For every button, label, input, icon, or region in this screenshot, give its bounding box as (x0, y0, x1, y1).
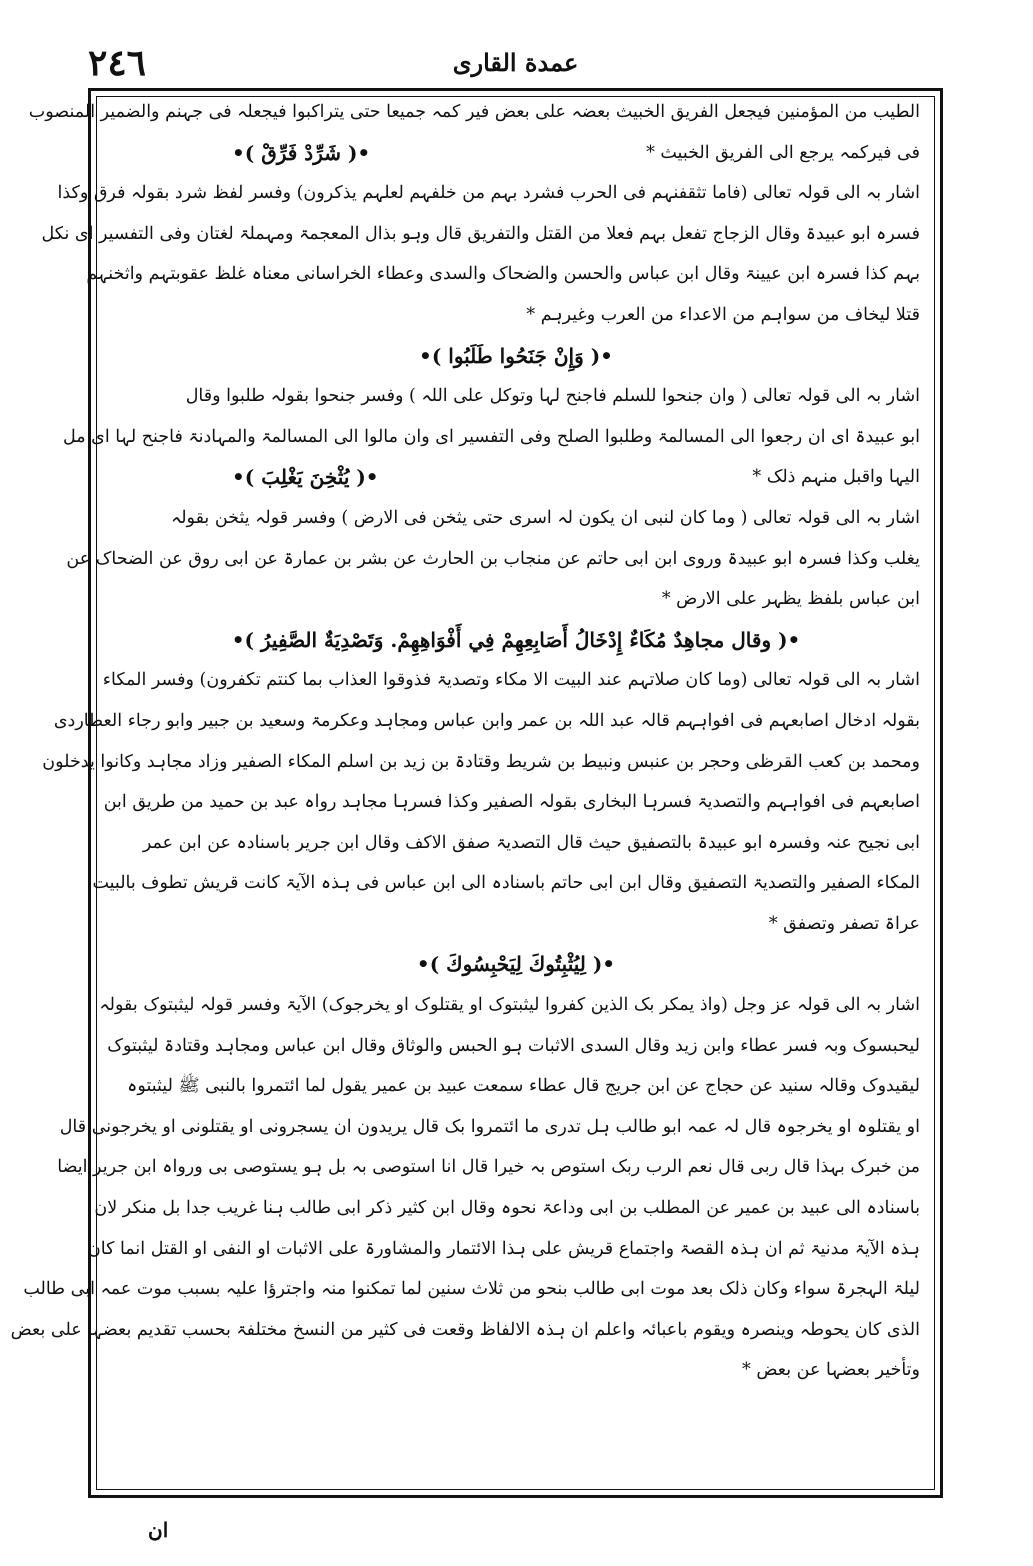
text-line: بقولہ ادخال اصابعہم فی افواہہم قالہ عبد اللہ بن عمر وابن عباس ومجاہد وعکرمۃ وسعید بن جبیر وابو رجاء العطاردی (53, 710, 920, 731)
text-line: ومحمد بن کعب القرظی وحجر بن عنبس ونبیط بن شریط وقتادۃ بن زید بن اسلم المکاء الصفیر وزاد مجاہد وکانوا یدخلون (42, 751, 920, 772)
text-line: باسنادہ الی عبید بن عمیر عن المطلب بن ابی وداعۃ نحوہ وقال ابن کثیر ذکر ابی طالب ہنا غریب جدا بل منکر لان (94, 1198, 920, 1219)
running-title: عمدة القاری (452, 48, 579, 77)
text-line: اشار بہ الی قولہ تعالی (وما کان صلاتہم عند البیت الا مکاء وتصدیۃ فذوقوا العذاب بما کنتم تکفرون) وفسر المکاء (102, 670, 920, 691)
text-line: من خبرک بہذا قال ربی قال نعم الرب ربک استوص بہ خیرا قال انا استوصی بہ بل ہو یستوصی بی ورواہ ابن جریر ایضا (57, 1157, 920, 1178)
text-line-with-heading (112, 133, 920, 174)
section-heading: •( شَرِّدْ فَرِّقْ )• (232, 140, 371, 165)
page-number: ٢٤٦ (88, 42, 147, 84)
page-header (88, 42, 943, 86)
text-line: ابی نجیح عنہ وفسرہ ابو عبیدۃ بالتصفیق حیث قال التصدیۃ صفق الاکف وقال ابن جریر باسنادہ عن ابن عمر (142, 832, 920, 853)
text-line-with-heading (112, 457, 920, 498)
text-line: ابن عباس بلفظ یظہر علی الارض * (661, 589, 920, 610)
text-line: ابو عبیدۃ ای ان رجعوا الی المسالمۃ وطلبوا الصلح وفی التفسیر ای وان مالوا الی المسالمۃ والمہادنۃ فاجنح لہا ای مل (62, 426, 920, 447)
text-line: فی فیرکمہ یرجع الی الفریق الخبیث * (646, 142, 920, 163)
text-line: یغلب وکذا فسرہ ابو عبیدۃ وروی ابن ابی حاتم عن منجاب بن الحارث عن بشر بن عمارۃ عن ابی روق عن الضحاک عن (66, 548, 920, 569)
text-line: لیحبسوک وبہ فسر عطاء وابن زید وقال السدی الاثبات ہو الحبس والوثاق وقال ابن عباس ومجاہد وقتادۃ لیثبتوک (107, 1035, 920, 1056)
section-heading: •( يُثْخِنَ يَغْلِبَ )• (232, 465, 379, 490)
text-line: لیلۃ الہجرۃ سواء وکان ذلک بعد موت ابی طالب بنحو من ثلاث سنین لما تمکنوا منہ واجترؤا علیہ بسبب موت عمہ ابی طالب (23, 1279, 920, 1300)
section-heading: •( وقال مجاهِدٌ مُكَاءٌ إِدْخَالُ أَصَابِعِهِمْ فِي أَفْوَاهِهِمْ. وَتَصْدِيَةٌ الصَّفِيرُ )• (231, 627, 801, 652)
text-line: الطیب من المؤمنین فیجعل الفریق الخبیث بعضہ علی بعض فیر کمہ جمیعا حتی یتراکبوا فیجعلہ فی جہنم والضمیر المنصوب (28, 102, 920, 122)
text-line: لیقیدوک وقالہ سنید عن حجاج عن ابن جریج قال عطاء سمعت عبید بن عمیر یقول لما ائتمروا بالنبی ﷺ لیثبتوہ (127, 1076, 920, 1097)
text-line: او یقتلوہ او یخرجوہ قال لہ عمہ ابو طالب ہل تدری ما ائتمروا بک قال یریدون ان یسجرونی او یقتلونی او یخرجونی قال (59, 1116, 920, 1137)
text-line: الذی کان یحوطہ وینصرہ ویقوم باعبائہ واعلم ان ہذہ الالفاظ وقعت فی کثیر من النسخ مختلفۃ بحسب تقدیم بعضہا علی بعض (10, 1319, 920, 1340)
text-line: عراۃ تصفر وتصفق * (768, 913, 920, 934)
text-line: اشار بہ الی قولہ تعالی (فاما تثقفنہم فی الحرب فشرد بہم من خلفہم لعلہم یذکرون) وفسر لفظ شرد بقولہ فرق وکذا (57, 183, 920, 204)
text-line: اشار بہ الی قولہ تعالی ( وما کان لنبی ان یکون لہ اسری حتی یثخن فی الارض ) وفسر قولہ یثخن بقولہ (170, 507, 920, 528)
text-line: وتأخیر بعضہا عن بعض * (742, 1360, 920, 1381)
text-line: اشار بہ الی قولہ عز وجل (واذ یمکر بک الذین کفروا لیثبتوک او یقتلوک او یخرجوک) الآیۃ وفسر قولہ لیثبتوک بقولہ (99, 995, 920, 1016)
section-heading: •( وَإِنْ جَنَحُوا طَلَبُوا )• (419, 343, 613, 368)
catchword: ان (148, 1518, 169, 1542)
text-line: فسرہ ابو عبیدۃ وقال الزجاج تفعل بہم فعلا من القتل والتفریق قال وہو بذال المعجمۃ ومہملۃ لغتان وفی التفسیر ای نکل (41, 223, 920, 244)
text-line: المکاء الصفیر والتصدیۃ التصفیق وقال ابن ابی حاتم باسنادہ الی ابن عباس فی ہذہ الآیۃ کانت قریش تطوف بالبیت (92, 873, 920, 894)
text-line: اصابعہم فی افواہہم والتصدیۃ فسرہا البخاری بقولہ الصفیر وکذا فسرہا مجاہد رواہ عبد بن حمید من طریق ابن (103, 792, 920, 813)
text-line: الیہا واقبل منہم ذلک * (752, 467, 920, 488)
text-line: قتلا لیخاف من سواہم من الاعداء من العرب وغیرہم * (526, 304, 920, 325)
section-heading: •( لِيُثْبِتُوكَ لِيَحْبِسُوكَ )• (416, 952, 616, 977)
text-line: ہذہ الآیۃ مدنیۃ ثم ان ہذہ القصۃ واجتماع قریش علی ہذا الائتمار والمشاورۃ علی الاثبات او النفی او القتل انما کان (87, 1238, 920, 1259)
page-body (10, 92, 920, 1492)
text-line: اشار بہ الی قولہ تعالی ( وان جنحوا للسلم فاجنح لہا وتوکل علی اللہ ) وفسر جنحوا بقولہ طلبوا وقال (185, 386, 920, 407)
text-line: بہم کذا فسرہ ابن عیینۃ وقال ابن عباس والحسن والضحاک والسدی وعطاء الخراسانی معناہ غلظ عقوبتہم واثخنہم (86, 264, 920, 285)
